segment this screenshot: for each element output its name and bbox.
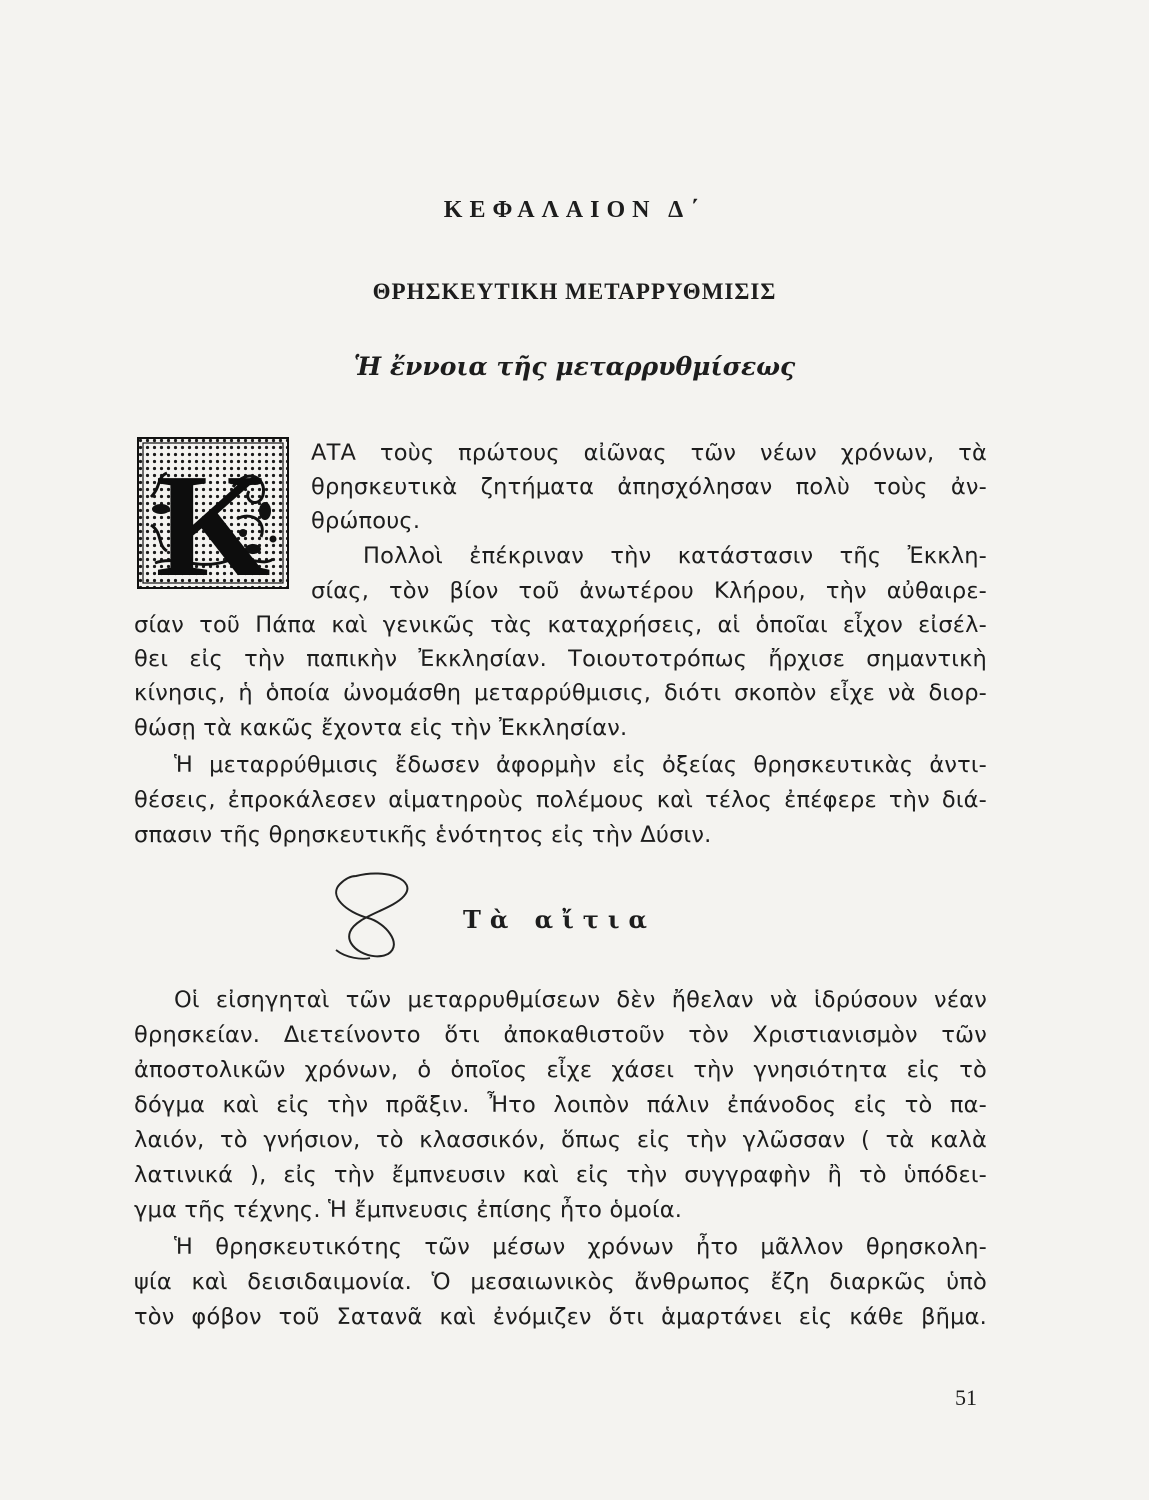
text-line: γμα τῆς τέχνης. Ἡ ἔμπνευσις ἐπίσης ἦτο ὁμοία. (134, 1197, 683, 1223)
text-line: ἀποστολικῶν χρόνων, ὁ ὁποῖος εἶχε χάσει τὴν γνησιότητα εἰς τὸ (134, 1057, 987, 1083)
page-number: 51 (955, 1385, 977, 1410)
chapter-heading: ΚΕΦΑΛΑΙΟΝ Δ΄ (443, 197, 706, 223)
dropcap-letter: Κ (155, 444, 271, 589)
text-line: θρώπους. (311, 508, 421, 534)
text-line: λαιόν, τὸ γνήσιον, τὸ κλασσικόν, ὅπως εἰς τὴν γλῶσσαν ( τὰ καλὰ (134, 1127, 987, 1153)
text-line: σίας, τὸν βίον τοῦ ἀνωτέρου Κλήρου, τὴν αὐθαιρε- (311, 578, 987, 604)
flourish-ornament (326, 866, 416, 966)
dropcap-illustration (137, 437, 289, 589)
text-line: δόγμα καὶ εἰς τὴν πρᾶξιν. Ἦτο λοιπὸν πάλιν ἐπάνοδος εἰς τὸ πα- (134, 1092, 987, 1118)
text-line: ΑΤΑ τοὺς πρώτους αἰῶνας τῶν νέων χρόνων, τὰ (311, 440, 987, 466)
text-line: θρησκευτικὰ ζητήματα ἀπησχόλησαν πολὺ τοὺς ἀν- (311, 474, 987, 500)
text-line: Ἡ θρησκευτικότης τῶν μέσων χρόνων ἦτο μᾶλλον θρησκολη- (174, 1234, 987, 1260)
text-line: σίαν τοῦ Πάπα καὶ γενικῶς τὰς καταχρήσεις, αἱ ὁποῖαι εἶχον εἰσέλ- (134, 612, 987, 638)
causes-title: Τὰ αἴτια (463, 905, 656, 934)
text-line: Πολλοὶ ἐπέκριναν τὴν κατάστασιν τῆς Ἐκκλη- (363, 543, 987, 569)
text-line: Ἡ μεταρρύθμισις ἔδωσεν ἀφορμὴν εἰς ὀξείας θρησκευτικὰς ἀντι- (174, 752, 987, 778)
text-line: ψία καὶ δεισιδαιμονία. Ὁ μεσαιωνικὸς ἄνθρωπος ἔζη διαρκῶς ὑπὸ (134, 1269, 987, 1295)
text-line: θρησκείαν. Διετείνοντο ὅτι ἀποκαθιστοῦν τὸν Χριστιανισμὸν τῶν (134, 1022, 987, 1048)
text-line: κίνησις, ἡ ὁποία ὠνομάσθη μεταρρύθμισις, διότι σκοπὸν εἶχε νὰ διορ- (134, 680, 987, 706)
chapter-title: ΘΡΗΣΚΕΥΤΙΚΗ ΜΕΤΑΡΡΥΘΜΙΣΙΣ (372, 279, 777, 304)
text-line: σπασιν τῆς θρησκευτικῆς ἑνότητος εἰς τὴν Δύσιν. (134, 822, 712, 848)
text-line: τὸν φόβον τοῦ Σατανᾶ καὶ ἐνόμιζεν ὅτι ἁμαρτάνει εἰς κάθε βῆμα. (134, 1304, 987, 1330)
section-title: Ἡ ἔννοια τῆς μεταρρυθμίσεως (353, 352, 796, 381)
text-line: Οἱ εἰσηγηταὶ τῶν μεταρρυθμίσεων δὲν ἤθελαν νὰ ἱδρύσουν νέαν (174, 987, 987, 1013)
text-line: θει εἰς τὴν παπικὴν Ἐκκλησίαν. Τοιουτοτρόπως ἤρχισε σημαντικὴ (134, 646, 987, 672)
text-line: λατινικά ), εἰς τὴν ἔμπνευσιν καὶ εἰς τὴν συγγραφὴν ἢ τὸ ὑπόδει- (134, 1162, 987, 1188)
text-line: θώσῃ τὰ κακῶς ἔχοντα εἰς τὴν Ἐκκλησίαν. (134, 715, 628, 741)
text-line: θέσεις, ἐπροκάλεσεν αἱματηροὺς πολέμους καὶ τέλος ἐπέφερε τὴν διά- (134, 787, 987, 813)
